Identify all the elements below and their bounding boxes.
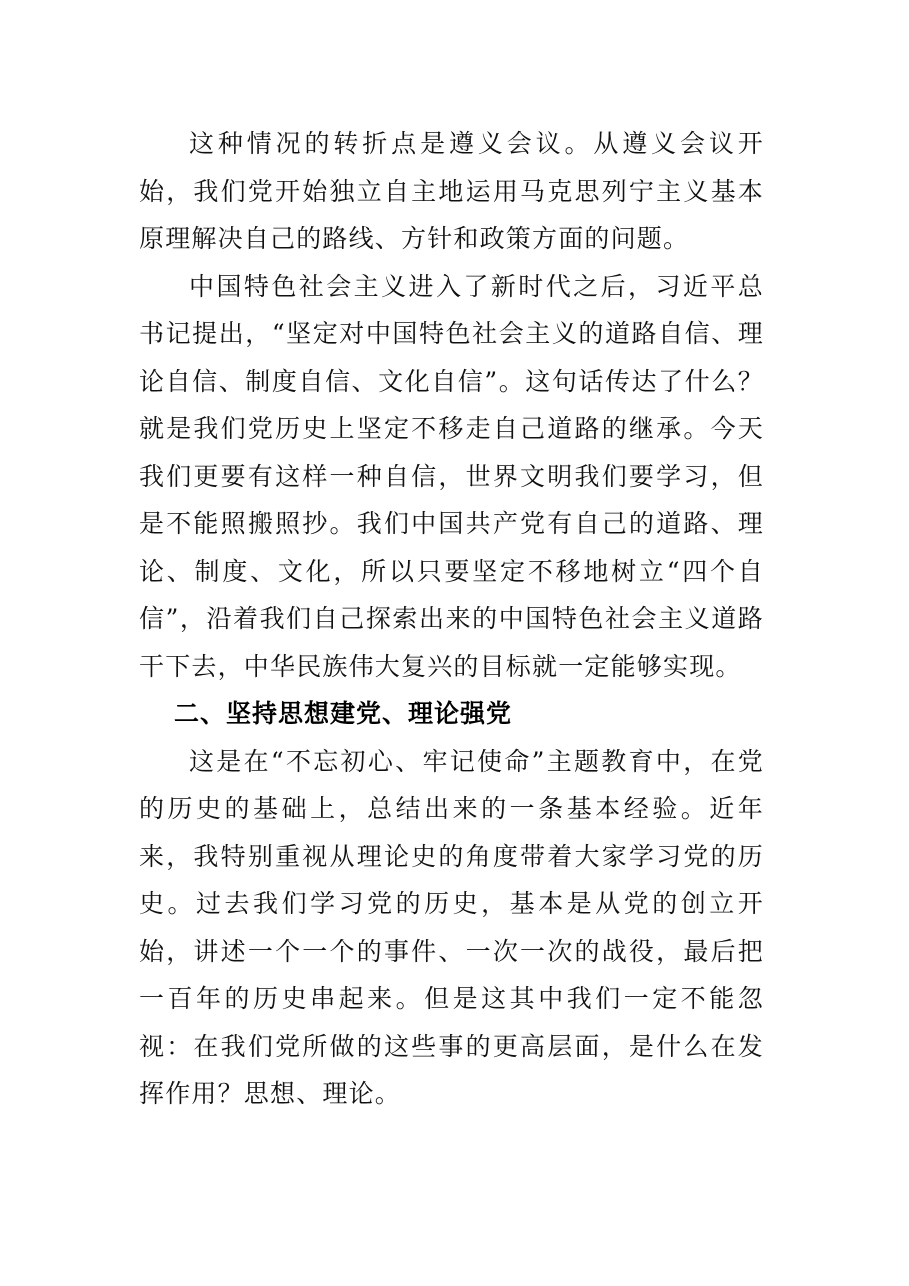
document-body [139,120,764,1118]
section-heading: 二、坚持思想建党、理论强党 [174,699,513,728]
paragraph-theory-building: 这是在“不忘初心、牢记使命”主题教育中，在党的历史的基础上，总结出来的一条基本经验。近年来，我特别重视从理论史的角度带着大家学习党的历史。过去我们学习党的历史，基本是从党的创立开始，讲述一个一个的事件、一次一次的战役，最后把一百年的历史串起来。但是这其中我们一定不能忽视：在我们党所做的这些事的更高层面，是什么在发挥作用？思想、理论。 [139,746,764,1108]
paragraph-four-confidences: 中国特色社会主义进入了新时代之后，习近平总书记提出，“坚定对中国特色社会主义的道路自信、理论自信、制度自信、文化自信”。这句话传达了什么？就是我们党历史上坚定不移走自己道路的继承。今天我们更要有这样一种自信，世界文明我们要学习，但是不能照搬照抄。我们中国共产党有自己的道路、理论、制度、文化，所以只要坚定不移地树立“四个自信”，沿着我们自己探索出来的中国特色社会主义道路干下去，中华民族伟大复兴的目标就一定能够实现。 [139,271,764,681]
paragraph-zunyi-meeting: 这种情况的转折点是遵义会议。从遵义会议开始，我们党开始独立自主地运用马克思列宁主义基本原理解决自己的路线、方针和政策方面的问题。 [139,129,764,253]
